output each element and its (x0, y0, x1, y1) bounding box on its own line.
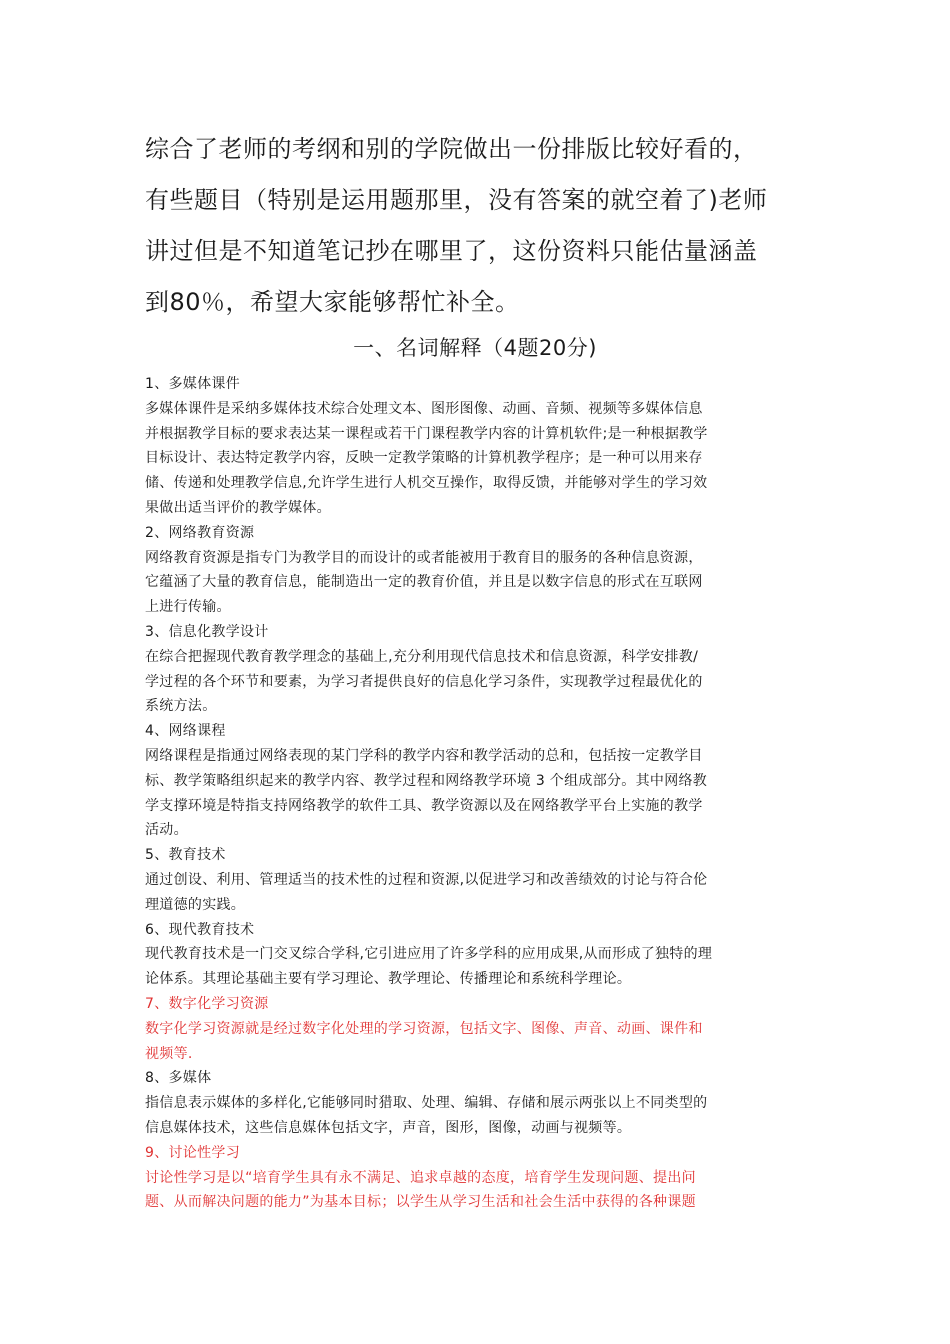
definition-entry (145, 1141, 815, 1215)
definition-text-line: 果做出适当评价的教学媒体。 (145, 499, 331, 516)
intro-line: 到80％，希望大家能够帮忙补全。 (145, 288, 520, 316)
definition-text-line: 上进行传输。 (145, 599, 231, 616)
definition-entry (145, 918, 815, 992)
intro-line: 讲过但是不知道笔记抄在哪里了，这份资料只能估量涵盖 (145, 237, 758, 265)
definition-term: 9、讨论性学习 (145, 1144, 241, 1161)
definition-text-line: 理道德的实践。 (145, 896, 246, 913)
definitions-list (145, 372, 815, 1215)
definition-entry (145, 843, 815, 917)
definition-text-line: 指信息表示媒体的多样化,它能够同时猎取、处理、编辑、存储和展示两张以上不同类型的 (145, 1095, 708, 1112)
definition-text-line: 储、传递和处理教学信息,允许学生进行人机交互操作，取得反馈，并能够对学生的学习效 (145, 475, 708, 492)
definition-text-line: 网络课程是指通过网络表现的某门学科的教学内容和教学活动的总和，包括按一定教学目 (145, 747, 703, 764)
definition-text-line: 学过程的各个环节和要素，为学习者提供良好的信息化学习条件，实现教学过程最优化的 (145, 673, 703, 690)
definition-entry (145, 521, 815, 620)
definition-text-line: 标、教学策略组织起来的教学内容、教学过程和网络教学环境 3 个组成部分。其中网络教 (145, 772, 708, 789)
definition-text-line: 网络教育资源是指专门为教学目的而设计的或者能被用于教育目的服务的各种信息资源， (145, 549, 703, 566)
definition-text-line: 论体系。其理论基础主要有学习理论、教学理论、传播理论和系统科学理论。 (145, 971, 632, 988)
definition-text-line: 信息媒体技术，这些信息媒体包括文字，声音，图形，图像，动画与视频等。 (145, 1119, 632, 1136)
definition-term: 2、网络教育资源 (145, 524, 255, 541)
definition-text-line: 目标设计、表达特定教学内容，反映一定教学策略的计算机教学程序；是一种可以用来存 (145, 450, 703, 467)
definition-text-line: 系统方法。 (145, 698, 217, 715)
section-heading: 一、名词解释（4题20分) (353, 336, 597, 360)
definition-term: 1、多媒体课件 (145, 376, 241, 392)
definition-text-line: 数字化学习资源就是经过数字化处理的学习资源，包括文字、图像、声音、动画、课件和 (145, 1020, 703, 1037)
definition-entry (145, 372, 815, 521)
definition-term: 6、现代教育技术 (145, 921, 255, 938)
intro-paragraph (145, 124, 825, 328)
definition-text-line: 它蕴涵了大量的教育信息，能制造出一定的教育价值，并且是以数字信息的形式在互联网 (145, 574, 703, 591)
intro-line: 有些题目（特别是运用题那里，没有答案的就空着了)老师 (145, 186, 768, 214)
definition-text-line: 并根据教学目标的要求表达某一课程或若干门课程教学内容的计算机软件;是一种根据教学 (145, 425, 708, 442)
definition-term: 5、教育技术 (145, 847, 226, 864)
definition-term: 3、信息化教学设计 (145, 623, 269, 640)
definition-text-line: 讨论性学习是以“培育学生具有永不满足、追求卓越的态度，培育学生发现问题、提出问 (145, 1169, 696, 1186)
definition-text-line: 学支撑环境是特指支持网络教学的软件工具、教学资源以及在网络教学平台上实施的教学 (145, 797, 703, 814)
definition-entry (145, 719, 815, 843)
definition-entry (145, 1066, 815, 1140)
definition-text-line: 通过创设、利用、管理适当的技术性的过程和资源,以促进学习和改善绩效的讨论与符合伦 (145, 871, 708, 888)
definition-entry (145, 992, 815, 1066)
definition-text-line: 题、从而解决问题的能力”为基本目标；以学生从学习生活和社会生活中获得的各种课题 (145, 1194, 696, 1211)
definition-text-line: 视频等. (145, 1045, 193, 1062)
definition-text-line: 现代教育技术是一门交叉综合学科,它引进应用了许多学科的应用成果,从而形成了独特的理 (145, 946, 713, 963)
definition-text-line: 活动。 (145, 822, 188, 839)
definition-text-line: 多媒体课件是采纳多媒体技术综合处理文本、图形图像、动画、音频、视频等多媒体信息 (145, 400, 703, 417)
definition-entry (145, 620, 815, 719)
definition-term: 7、数字化学习资源 (145, 995, 269, 1012)
definition-text-line: 在综合把握现代教育教学理念的基础上,充分利用现代信息技术和信息资源，科学安排教/ (145, 648, 699, 665)
definition-term: 8、多媒体 (145, 1070, 212, 1087)
definition-term: 4、网络课程 (145, 723, 226, 740)
intro-line: 综合了老师的考纲和别的学院做出一份排版比较好看的， (145, 135, 758, 163)
